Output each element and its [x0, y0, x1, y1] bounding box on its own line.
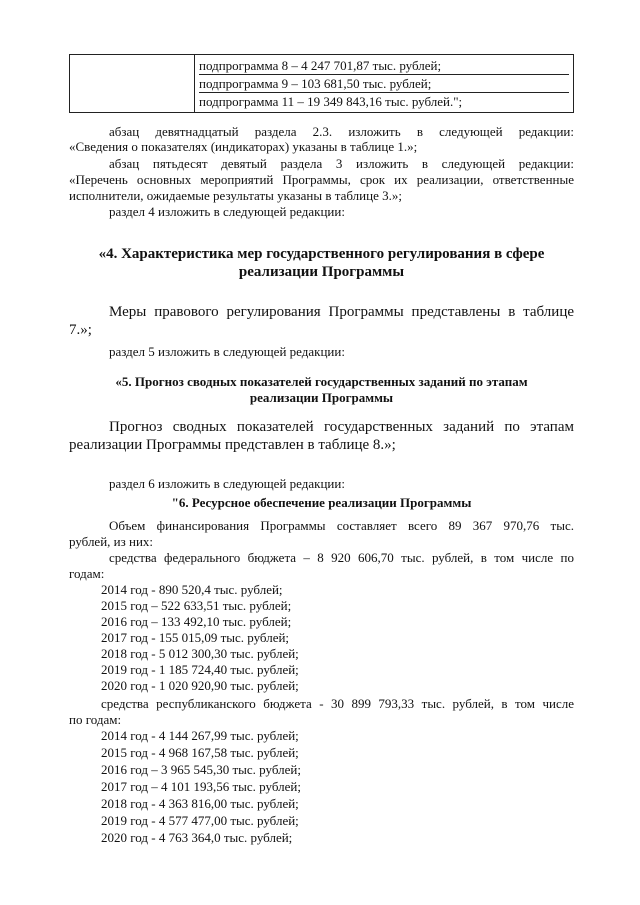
- paragraph-line: Прогноз сводных показателей государственных заданий по этапам: [109, 419, 574, 435]
- list-item: 2014 год - 890 520,4 тыс. рублей;: [101, 582, 283, 597]
- list-item: 2016 год – 3 965 545,30 тыс. рублей;: [101, 762, 301, 777]
- paragraph-line: рублей, из них:: [69, 534, 154, 549]
- paragraph-line: годам:: [69, 566, 105, 581]
- list-item: 2016 год – 133 492,10 тыс. рублей;: [101, 614, 292, 629]
- table-empty-cell: [70, 55, 195, 113]
- list-item: 2020 год - 1 020 920,90 тыс. рублей;: [101, 678, 299, 693]
- paragraph-line: раздел 5 изложить в следующей редакции:: [109, 344, 345, 359]
- paragraph-line: раздел 6 изложить в следующей редакции:: [109, 476, 345, 491]
- paragraph-line: абзац девятнадцатый раздела 2.3. изложить в следующей редакции:: [109, 124, 574, 139]
- paragraph-line: исполнители, ожидаемые результаты указаны в таблице 3.»;: [69, 188, 402, 203]
- paragraph-line: реализации Программы представлен в таблице 8.»;: [69, 437, 396, 453]
- paragraph-line: абзац пятьдесят девятый раздела 3 изложить в следующей редакции:: [109, 156, 574, 171]
- section-heading: «4. Характеристика мер государственного регулирования в сфере: [98, 246, 545, 262]
- table-content-cell: [195, 55, 574, 113]
- paragraph-line: «Перечень основных мероприятий Программы, срок их реализации, ответственные: [69, 172, 574, 187]
- paragraph-line: 7.»;: [69, 322, 92, 338]
- paragraph-line: по годам:: [69, 712, 122, 727]
- paragraph-line: раздел 4 изложить в следующей редакции:: [109, 204, 345, 219]
- section-heading: реализации Программы: [238, 264, 405, 280]
- section-heading: «5. Прогноз сводных показателей государственных заданий по этапам: [115, 374, 528, 389]
- section-heading: реализации Программы: [249, 390, 394, 405]
- paragraph-line: средства федерального бюджета – 8 920 606,70 тыс. рублей, в том числе по: [109, 550, 574, 565]
- list-item: 2018 год - 4 363 816,00 тыс. рублей;: [101, 796, 299, 811]
- list-item: 2015 год – 522 633,51 тыс. рублей;: [101, 598, 292, 613]
- table-row: подпрограмма 11 – 19 349 843,16 тыс. рублей.";: [199, 94, 463, 109]
- table-row: подпрограмма 9 – 103 681,50 тыс. рублей;: [199, 75, 569, 93]
- list-item: 2014 год - 4 144 267,99 тыс. рублей;: [101, 728, 299, 743]
- list-item: 2017 год – 4 101 193,56 тыс. рублей;: [101, 779, 301, 794]
- section-heading: "6. Ресурсное обеспечение реализации Программы: [171, 495, 472, 510]
- paragraph-line: «Сведения о показателях (индикаторах) указаны в таблице 1.»;: [69, 139, 418, 154]
- paragraph-line: средства республиканского бюджета - 30 899 793,33 тыс. рублей, в том числе: [101, 696, 574, 711]
- table-row: подпрограмма 8 – 4 247 701,87 тыс. рублей;: [199, 57, 569, 75]
- funding-table: [69, 54, 574, 113]
- list-item: 2019 год - 4 577 477,00 тыс. рублей;: [101, 813, 299, 828]
- paragraph-line: Меры правового регулирования Программы представлены в таблице: [109, 304, 574, 320]
- paragraph-line: Объем финансирования Программы составляет всего 89 367 970,76 тыс.: [109, 518, 574, 533]
- list-item: 2018 год - 5 012 300,30 тыс. рублей;: [101, 646, 299, 661]
- list-item: 2015 год - 4 968 167,58 тыс. рублей;: [101, 745, 299, 760]
- list-item: 2020 год - 4 763 364,0 тыс. рублей;: [101, 830, 293, 845]
- list-item: 2019 год - 1 185 724,40 тыс. рублей;: [101, 662, 299, 677]
- list-item: 2017 год - 155 015,09 тыс. рублей;: [101, 630, 290, 645]
